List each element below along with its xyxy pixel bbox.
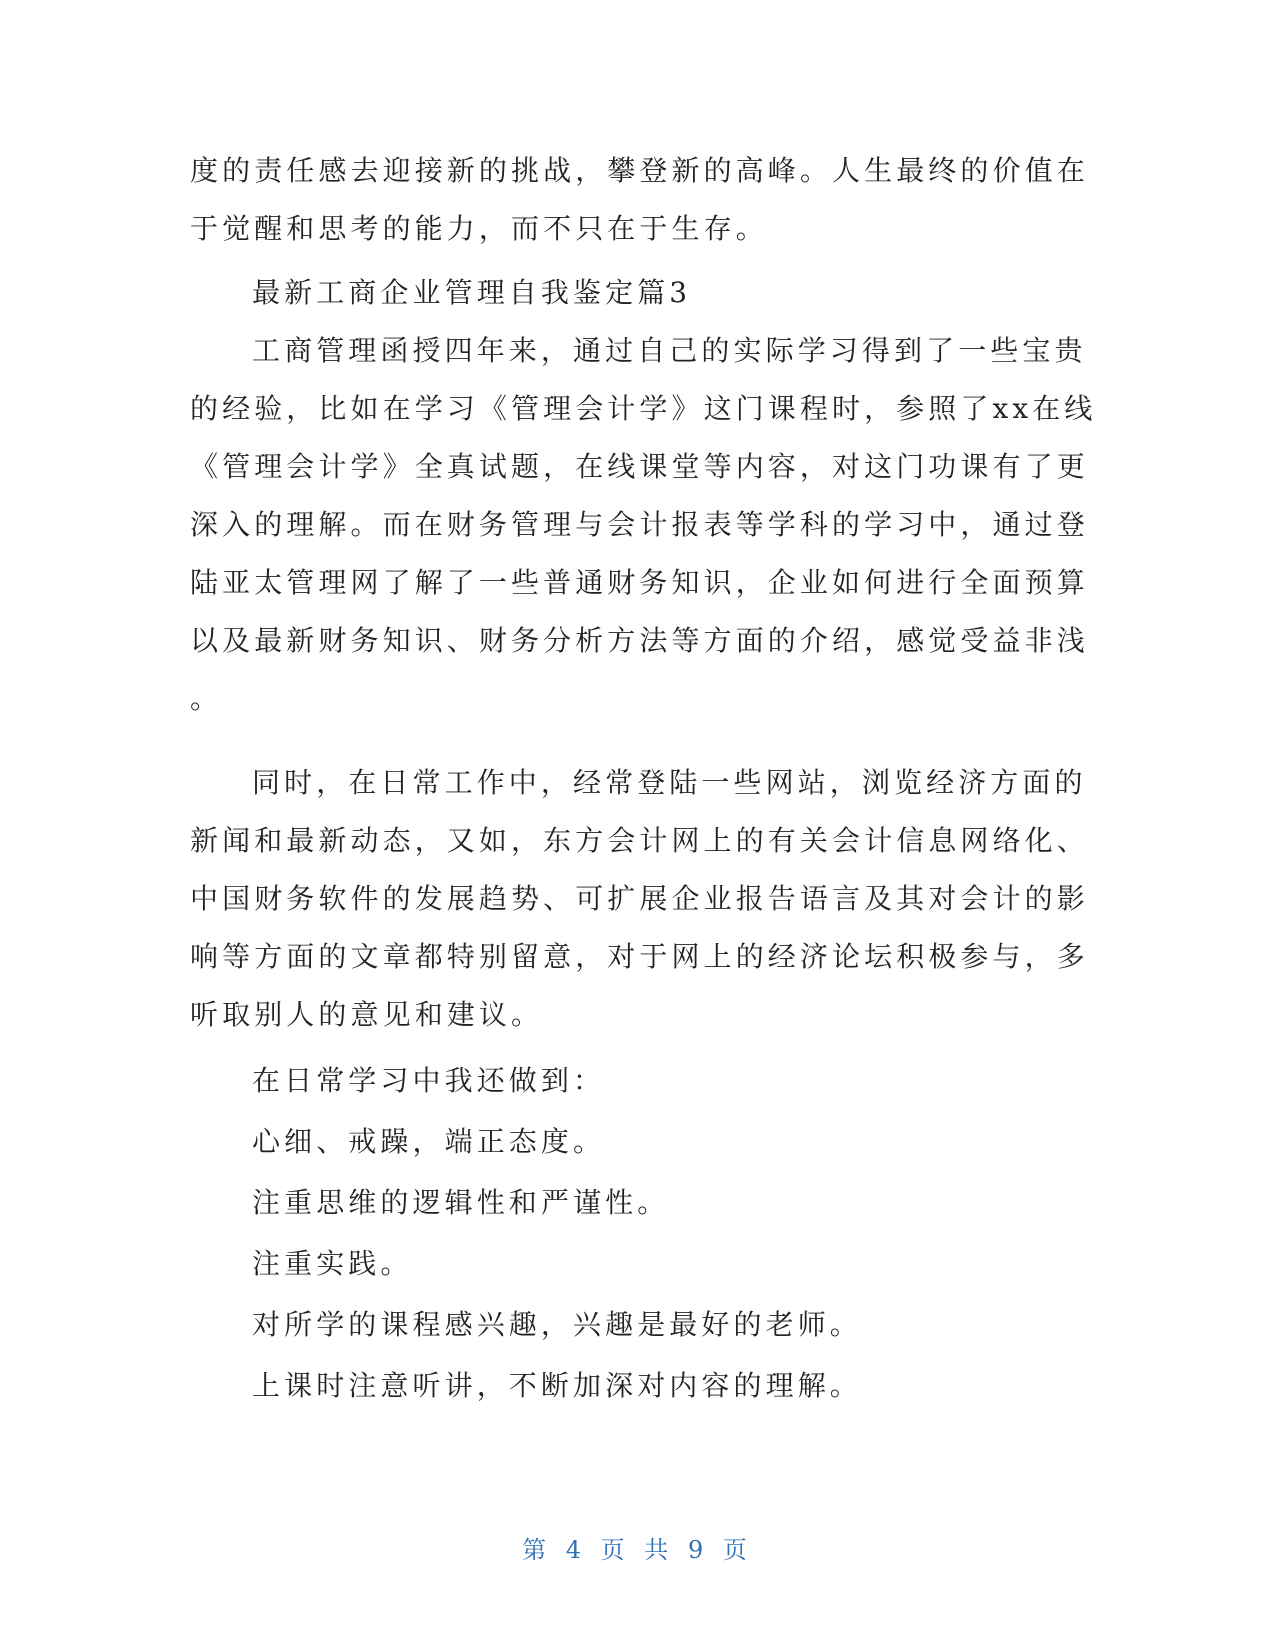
- paragraph-line: 。: [190, 682, 223, 715]
- list-item: 对所学的课程感兴趣，兴趣是最好的老师。: [252, 1308, 862, 1341]
- paragraph-line: 以及最新财务知识、财务分析方法等方面的介绍，感觉受益非浅: [190, 624, 1089, 657]
- paragraph-line: 听取别人的意见和建议。: [190, 998, 544, 1031]
- list-item: 心细、戒躁，端正态度。: [252, 1125, 606, 1158]
- list-item: 注重实践。: [252, 1247, 413, 1280]
- paragraph-line: 同时，在日常工作中，经常登陆一些网站，浏览经济方面的: [252, 766, 1087, 799]
- paragraph-line: 度的责任感去迎接新的挑战，攀登新的高峰。人生最终的价值在: [190, 154, 1089, 187]
- list-item: 上课时注意听讲，不断加深对内容的理解。: [252, 1369, 862, 1402]
- paragraph-line: 《管理会计学》全真试题，在线课堂等内容，对这门功课有了更: [190, 450, 1089, 483]
- section-heading: 最新工商企业管理自我鉴定篇3: [252, 276, 692, 309]
- paragraph-line: 中国财务软件的发展趋势、可扩展企业报告语言及其对会计的影: [190, 882, 1089, 915]
- list-item: 注重思维的逻辑性和严谨性。: [252, 1186, 670, 1219]
- list-intro: 在日常学习中我还做到：: [252, 1064, 606, 1097]
- paragraph-line: 的经验，比如在学习《管理会计学》这门课程时，参照了xx在线: [190, 392, 1097, 425]
- paragraph-line: 于觉醒和思考的能力，而不只在于生存。: [190, 212, 768, 245]
- paragraph-line: 响等方面的文章都特别留意，对于网上的经济论坛积极参与，多: [190, 940, 1089, 973]
- paragraph-line: 新闻和最新动态，又如，东方会计网上的有关会计信息网络化、: [190, 824, 1089, 857]
- paragraph-line: 深入的理解。而在财务管理与会计报表等学科的学习中，通过登: [190, 508, 1089, 541]
- paragraph-line: 工商管理函授四年来，通过自己的实际学习得到了一些宝贵: [252, 334, 1087, 367]
- paragraph-line: 陆亚太管理网了解了一些普通财务知识，企业如何进行全面预算: [190, 566, 1089, 599]
- page-number-footer: 第 4 页 共 9 页: [522, 1536, 753, 1564]
